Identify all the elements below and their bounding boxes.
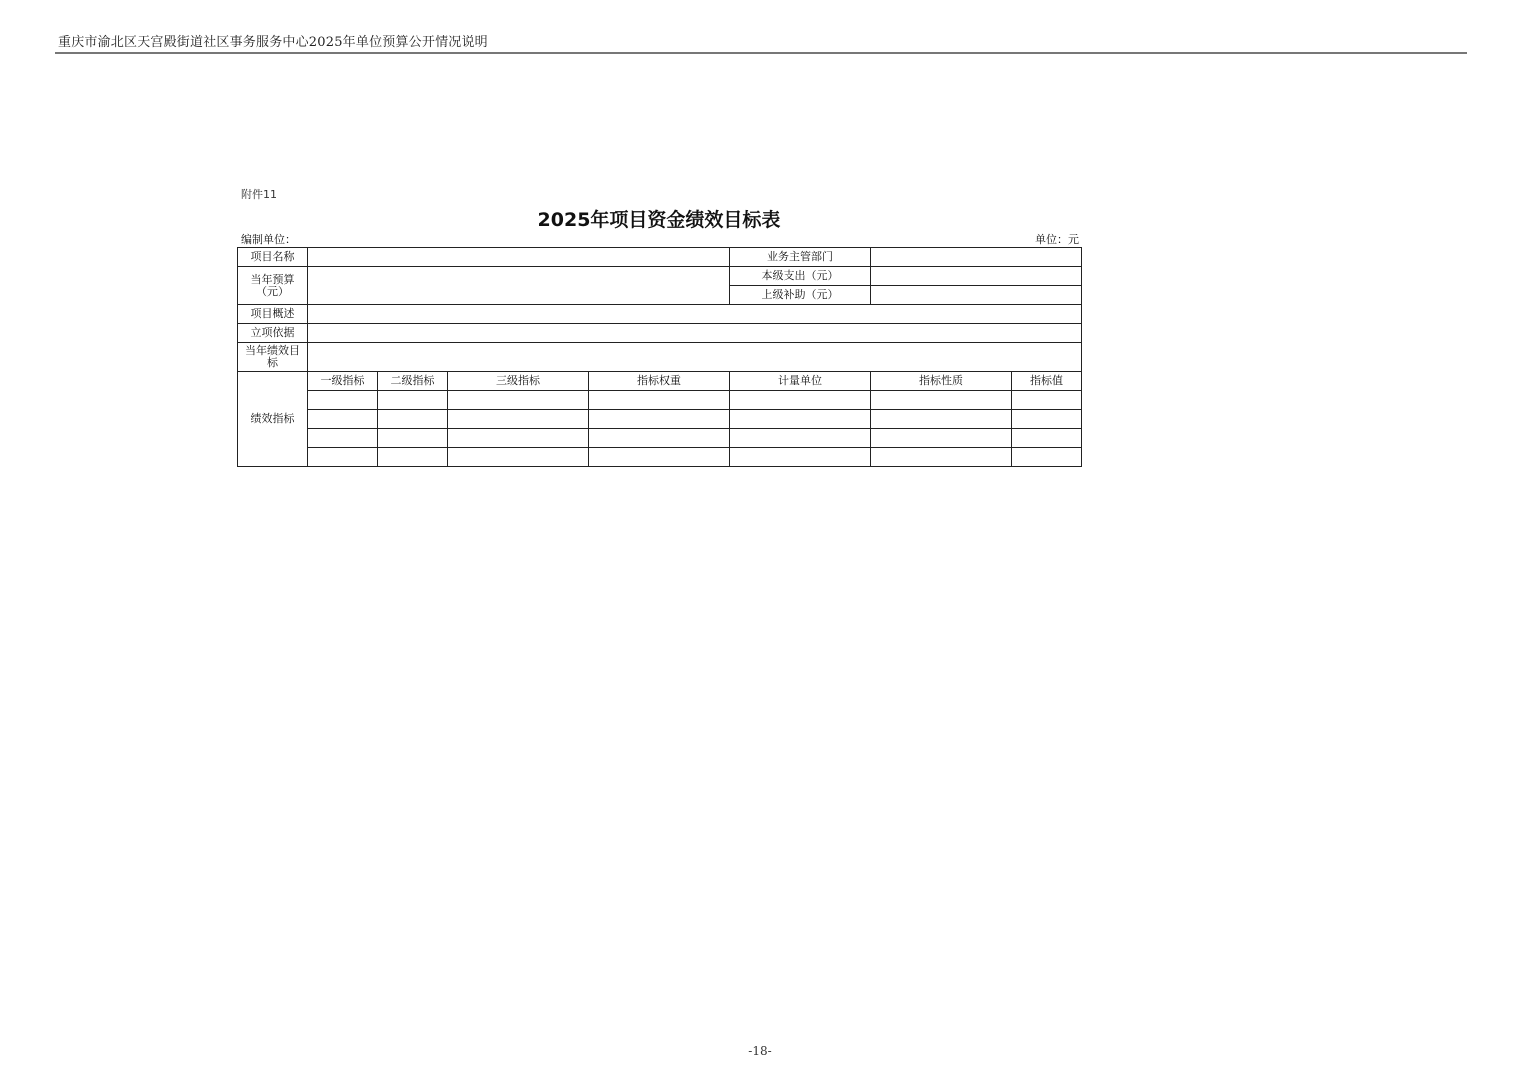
own-expense-value: [871, 267, 1082, 286]
header-level1: 一级指标: [308, 372, 378, 391]
table-cell: [308, 391, 378, 410]
overview-value: [308, 305, 1082, 324]
basis-value: [308, 324, 1082, 343]
table-cell: [1012, 429, 1082, 448]
table-cell: [589, 429, 730, 448]
indicators-label: 绩效指标: [238, 372, 308, 467]
header-rule: [55, 52, 1467, 54]
table-cell: [308, 448, 378, 467]
table-cell: [378, 410, 448, 429]
goal-value: [308, 343, 1082, 372]
budget-label-line2: （元）: [256, 284, 289, 298]
indicator-row: [238, 429, 1082, 448]
table-cell: [730, 429, 871, 448]
overview-label: 项目概述: [238, 305, 308, 324]
header-level3: 三级指标: [448, 372, 589, 391]
project-name-label: 项目名称: [238, 248, 308, 267]
goal-label: [238, 343, 308, 372]
header-level2: 二级指标: [378, 372, 448, 391]
indicator-row: [238, 448, 1082, 467]
table-cell: [589, 448, 730, 467]
table-cell: [448, 410, 589, 429]
own-expense-label: 本级支出（元）: [730, 267, 871, 286]
performance-target-table: [237, 247, 1082, 467]
table-cell: [730, 410, 871, 429]
table-cell: [378, 448, 448, 467]
table-cell: [871, 429, 1012, 448]
table-cell: [730, 391, 871, 410]
table-cell: [1012, 391, 1082, 410]
basis-label: 立项依据: [238, 324, 308, 343]
header-unit: 计量单位: [730, 372, 871, 391]
table-cell: [308, 410, 378, 429]
table-cell: [871, 391, 1012, 410]
subsidy-value: [871, 286, 1082, 305]
budget-label: [238, 267, 308, 305]
attachment-label: 附件11: [241, 188, 277, 201]
header-weight: 指标权重: [589, 372, 730, 391]
indicator-row: [238, 410, 1082, 429]
form-title: 2025年项目资金绩效目标表: [537, 209, 781, 231]
budget-value: [308, 267, 730, 305]
budget-label-line1: 当年预算: [250, 272, 295, 286]
table-cell: [589, 410, 730, 429]
table-cell: [308, 429, 378, 448]
page-number: -18-: [748, 1044, 772, 1058]
prepared-by-label: 编制单位：: [241, 233, 296, 246]
dept-label: 业务主管部门: [730, 248, 871, 267]
goal-label-line1: 当年绩效目: [245, 344, 300, 357]
table-cell: [448, 391, 589, 410]
table-cell: [871, 448, 1012, 467]
goal-label-line2: 标: [267, 356, 278, 369]
dept-value: [871, 248, 1082, 267]
header-nature: 指标性质: [871, 372, 1012, 391]
table-cell: [448, 448, 589, 467]
project-name-value: [308, 248, 730, 267]
running-header: 重庆市渝北区天宫殿街道社区事务服务中心2025年单位预算公开情况说明: [58, 35, 488, 50]
table-cell: [871, 410, 1012, 429]
table-cell: [1012, 448, 1082, 467]
table-cell: [1012, 410, 1082, 429]
header-value: 指标值: [1012, 372, 1082, 391]
indicator-row: [238, 391, 1082, 410]
table-cell: [730, 448, 871, 467]
table-cell: [378, 391, 448, 410]
unit-label: 单位：元: [1035, 233, 1079, 246]
table-cell: [589, 391, 730, 410]
table-cell: [448, 429, 589, 448]
table-cell: [378, 429, 448, 448]
subsidy-label: 上级补助（元）: [730, 286, 871, 305]
